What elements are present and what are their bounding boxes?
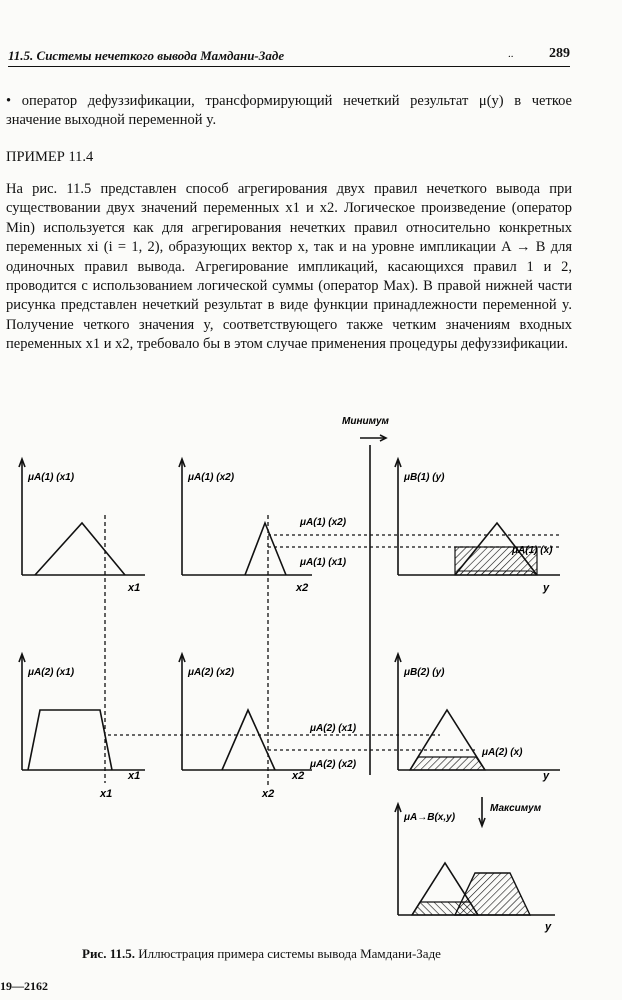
page-marker: 19—2162 [0,979,48,993]
r2-level-x1: μA(2) (x1) [310,723,357,734]
example-heading: ПРИМЕР 11.4 [6,149,94,165]
caption-text: Иллюстрация примера системы вывода Мамдани-Заде [138,946,441,961]
r1-mu-x2: μA(1) (x2) [188,472,235,483]
r2-level-x2: μA(2) (x2) [310,759,357,770]
running-header [8,46,570,67]
r1-level-x1: μA(1) (x1) [300,557,347,568]
r2-axis-y: y [543,770,550,782]
body-paragraph: На рис. 11.5 представлен способ агрегирования двух правил нечеткого вывода при существовании двух значений переменных x1 и x2. Логическое произведение (оператор Min) используется как для агрегирования нечетких правил относительно конкретных переменных xi (i = 1, 2), образующих вектор x, так и на уровне импликации A → B для одиночных правил вывода. Агрегирование импликаций, касающихся правил 1 и 2, проводится с использованием логической суммы (оператор Max). В правой нижней части рисунка представлен нечеткий результат в виде функции принадлежности переменной y. Получение четкого значения y, соответствующего также четким значениям входных переменных x1 и x2, требовало бы в этом случае применения процедуры дефуззификации. [6,181,572,353]
agg-mu: μA→B(x,y) [404,812,456,823]
r1-result: μA(1) (x) [512,545,553,556]
caption-label: Рис. 11.5. [82,946,135,961]
r2-mu-x1: μA(2) (x1) [28,667,75,678]
r2-axis-x1: x1 [128,770,141,782]
x2-marker: x2 [262,788,275,800]
figure-caption [82,946,441,962]
r2-mu-y: μB(2) (y) [404,667,445,678]
r2-mu-x2: μA(2) (x2) [188,667,235,678]
running-title: 11.5. Системы нечеткого вывода Мамдани-Заде [8,48,285,63]
figure-mamdani [0,405,622,940]
minimum-label: Минимум [342,416,389,427]
maximum-label: Максимум [490,803,542,814]
r2-axis-x2: x2 [292,770,305,782]
r1-axis-x1: x1 [128,582,141,594]
page-number: 289 [549,46,570,61]
x1-marker: x1 [100,788,113,800]
header-dots: .. [508,48,514,60]
r1-mu-x1: μA(1) (x1) [28,472,75,483]
r2-result: μA(2) (x) [482,747,523,758]
r1-mu-y: μB(1) (y) [404,472,445,483]
agg-axis-y: y [545,921,552,933]
bullet-item: • оператор дефуззификации, трансформирующий нечеткий результат μ(y) в четкое значение выходной переменной y. [6,93,572,129]
r1-axis-x2: x2 [296,582,309,594]
r1-axis-y: y [543,582,550,594]
r1-level-x2: μA(1) (x2) [300,517,347,528]
